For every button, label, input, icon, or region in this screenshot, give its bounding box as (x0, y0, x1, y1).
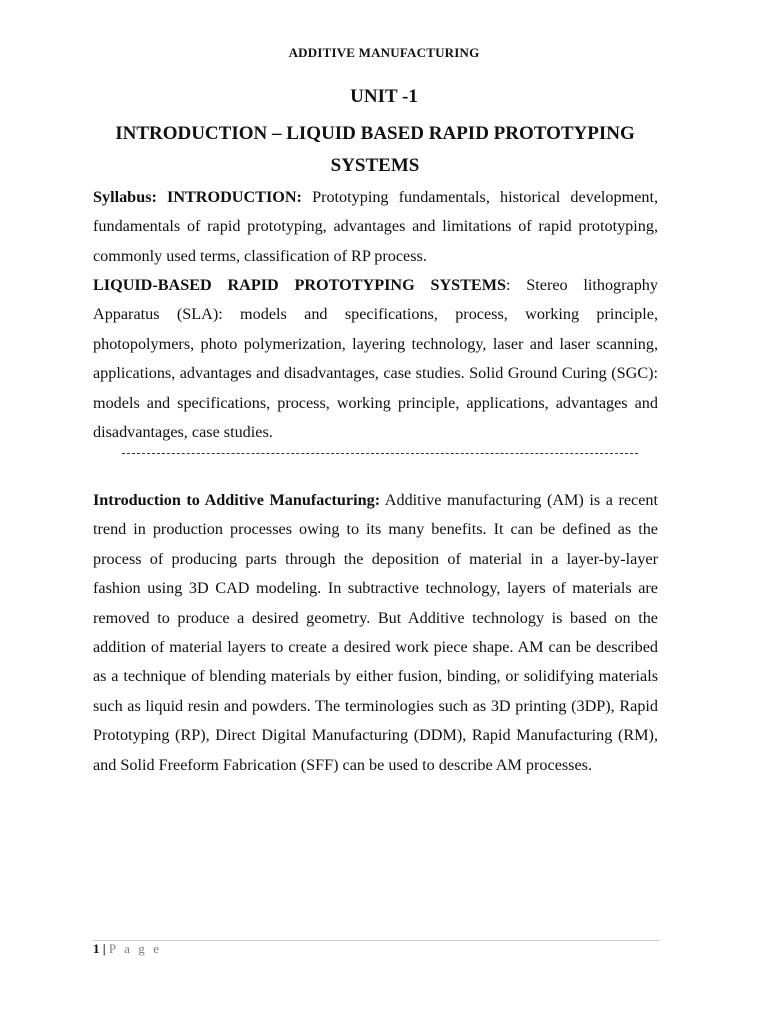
introduction-heading: Introduction to Additive Manufacturing: (93, 491, 381, 509)
syllabus-heading: INTRODUCTION: (167, 188, 302, 206)
dashed-divider (122, 453, 638, 454)
footer-separator: | (102, 941, 106, 956)
introduction-text: Additive manufacturing (AM) is a recent trend in production processes owing to its many benefits. It can be defined as the process of producing parts through the deposition of material in a layer-by-layer fashion using 3D CAD modeling. In subtractive technology, layers of materials are removed to produce a desired geometry. But Additive technology is based on the addition of material layers to create a desired work piece shape. AM can be described as a technique of blending materials by either fusion, binding, or solidifying materials such as liquid resin and powders. The terminologies such as 3D printing (3DP), Rapid Prototyping (RP), Direct Digital Manufacturing (DDM), Rapid Manufacturing (RM), and Solid Freeform Fabrication (SFF) can be used to describe AM processes. (93, 491, 659, 774)
chapter-title: INTRODUCTION – LIQUID BASED RAPID PROTOTYPING SYSTEMS (115, 123, 635, 176)
page-footer (93, 941, 162, 957)
unit-title: UNIT -1 (350, 86, 418, 107)
syllabus-label: Syllabus: (93, 188, 157, 206)
running-header: ADDITIVE MANUFACTURING (288, 45, 480, 60)
introduction-paragraph (93, 486, 658, 780)
page-number: 1 (93, 941, 100, 956)
liquid-systems-heading: LIQUID-BASED RAPID PROTOTYPING SYSTEMS (93, 276, 507, 294)
syllabus-text: Prototyping fundamentals, historical development, fundamentals of rapid prototyping, advantages and limitations of rapid prototyping, commonly used terms, classification of RP process. (93, 188, 659, 265)
syllabus-paragraph (93, 183, 658, 271)
footer-rule (93, 940, 660, 941)
liquid-systems-paragraph (93, 271, 658, 447)
liquid-systems-text: : Stereo lithography Apparatus (SLA): models and specifications, process, working principle, photopolymers, photo polymerization, layering technology, laser and laser scanning, applications, advantages and disadvantages, case studies. Solid Ground Curing (SGC): models and specifications, process, working principle, applications, advantages and disadvantages, case studies. (93, 276, 658, 442)
page-label: P a g e (108, 941, 162, 956)
